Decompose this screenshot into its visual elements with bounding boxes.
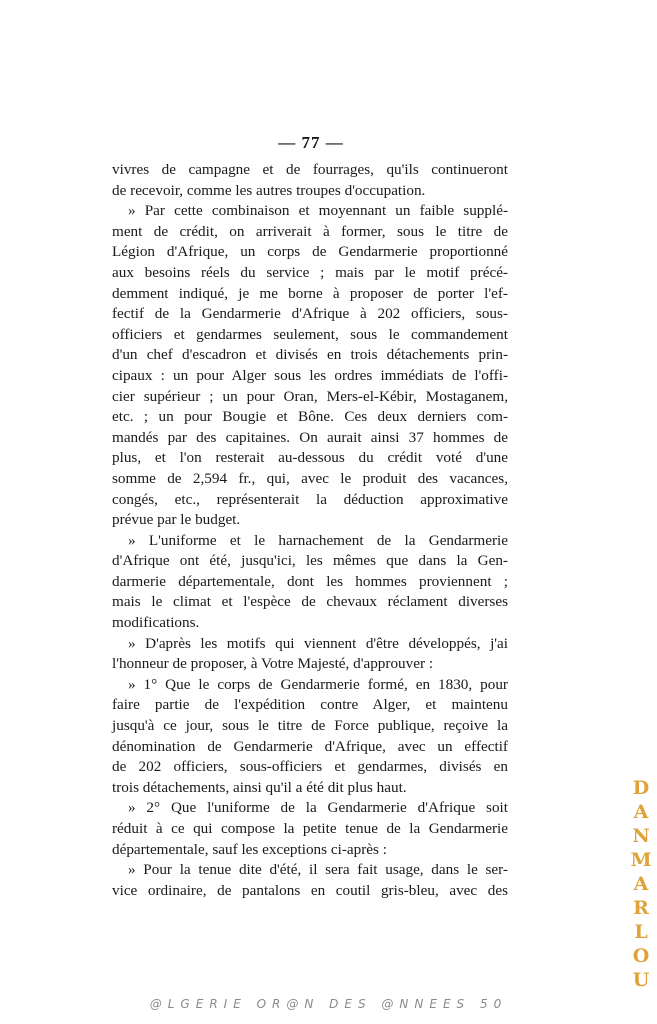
text-line: de 202 officiers, sous-officiers et gendarmes, divisés en [112,758,508,776]
watermark-letter: A [633,801,649,823]
text-line: ment de crédit, on arriverait à former, sous le titre de [112,222,508,240]
text-line: mandés par des capitaines. On aurait ainsi 37 hommes de [112,428,508,446]
text-line: d'Afrique ont été, jusqu'ici, les mêmes que dans la Gen- [112,552,508,570]
text-line: cier supérieur ; un pour Oran, Mers-el-Kébir, Mostaganem, [112,387,508,405]
text-line: de recevoir, comme les autres troupes d'occupation. [112,181,426,199]
text-line: trois détachements, ainsi qu'il a été dit plus haut. [112,778,407,796]
text-line: » Pour la tenue dite d'été, il sera fait usage, dans le ser- [128,861,508,879]
text-line: etc. ; un pour Bougie et Bône. Ces deux derniers com- [112,408,508,426]
text-line: mais le climat et l'espèce de chevaux réclament diverses [112,593,508,611]
side-watermark [630,776,652,992]
text-line: » Par cette combinaison et moyennant un faible supplé- [128,202,508,220]
watermark-letter: M [630,849,652,871]
text-line: départementale, sauf les exceptions ci-après : [112,840,387,858]
text-line: darmerie départementale, dont les hommes proviennent ; [112,572,508,590]
page-number: — 77 — [278,133,344,152]
text-line: vivres de campagne et de fourrages, qu'ils continueront [112,161,508,178]
text-line: faire partie de l'expédition contre Alger, et maintenu [112,696,508,714]
watermark-letter: L [634,921,648,943]
text-body [112,160,508,901]
text-line: jusqu'à ce jour, sous le titre de Force publique, reçoive la [112,717,508,735]
text-line: demment indiqué, je me borne à proposer de porter l'ef- [112,284,508,302]
text-line: cipaux : un pour Alger sous les ordres immédiats de l'offi- [112,366,508,384]
text-line: officiers et gendarmes seulement, sous le commandement [112,325,508,343]
text-line: » 1° Que le corps de Gendarmerie formé, en 1830, pour [128,675,508,693]
text-line: fectif de la Gendarmerie d'Afrique à 202 officiers, sous- [112,305,508,323]
text-line: plus, et l'on resterait au-dessous du crédit voté d'une [112,449,508,467]
text-line: d'un chef d'escadron et divisés en trois détachements prin- [112,346,508,364]
text-line: dénomination de Gendarmerie d'Afrique, avec un effectif [112,737,508,755]
text-line: modifications. [112,614,200,632]
watermark-letter: D [632,777,650,799]
text-line: l'honneur de proposer, à Votre Majesté, d'approuver : [112,655,434,673]
text-line: réduit à ce qui compose la petite tenue de la Gendarmerie [112,820,508,837]
watermark-letter: A [633,873,649,895]
watermark-letter: N [632,825,650,847]
watermark-letter: R [633,897,649,919]
watermark-letter: U [632,969,650,991]
text-line: somme de 2,594 fr., qui, avec le produit des vacances, [112,469,508,487]
text-line: » L'uniforme et le harnachement de la Gendarmerie [128,531,508,549]
text-line: congés, etc., représenterait la déduction approximative [112,490,508,508]
footer-caption: @LGERIE OR@N DES @NNEES 50 [149,997,508,1011]
text-line: Légion d'Afrique, un corps de Gendarmerie proportionné [112,243,508,261]
text-line: vice ordinaire, de pantalons en coutil gris-bleu, avec des [112,881,508,899]
watermark-letter: O [632,945,650,967]
text-line: prévue par le budget. [112,511,241,529]
text-line: aux besoins réels du service ; mais par le motif précé- [112,263,508,281]
text-line: » D'après les motifs qui viennent d'être développés, j'ai [128,634,508,652]
text-line: » 2° Que l'uniforme de la Gendarmerie d'Afrique soit [128,799,508,817]
